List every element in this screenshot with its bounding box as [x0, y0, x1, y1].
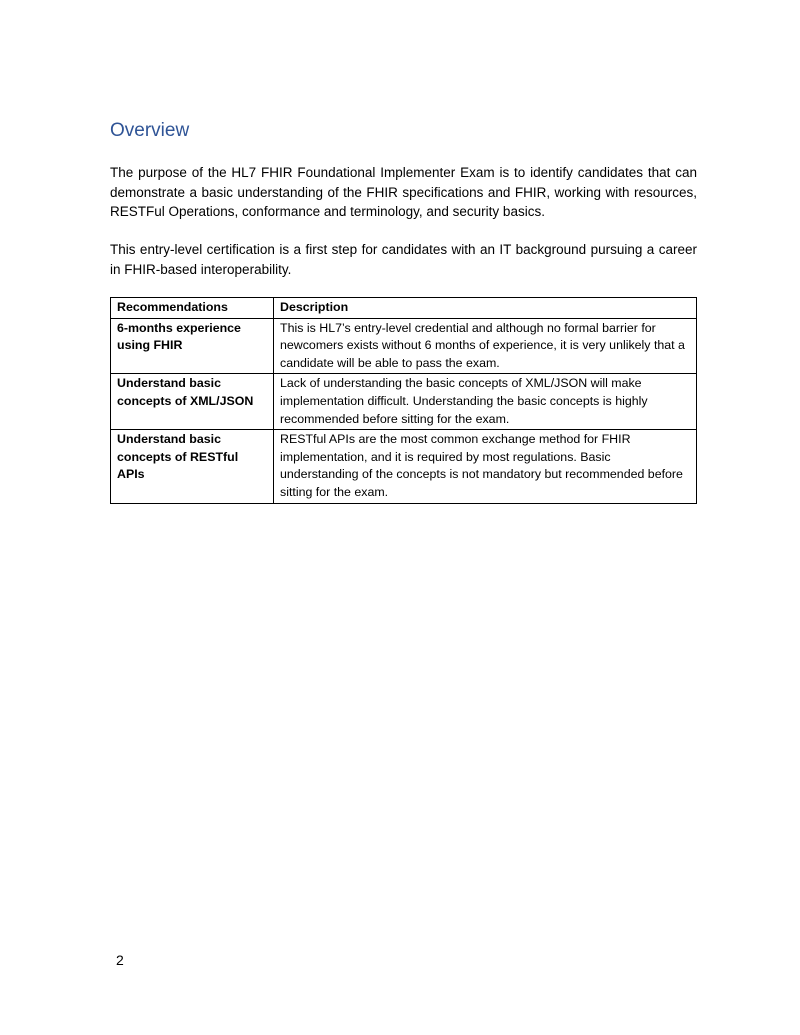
description-cell: Lack of understanding the basic concepts of XML/JSON will make implementation difficult. Understanding the basic concepts is highly recommended before sitting for the exam.: [274, 374, 697, 430]
description-cell: This is HL7’s entry-level credential and although no formal barrier for newcomers exists without 6 months of experience, it is very unlikely that a candidate will be able to pass the exam.: [274, 318, 697, 374]
certification-paragraph: This entry-level certification is a first step for candidates with an IT background pursuing a career in FHIR-based interoperability.: [110, 242, 697, 277]
recommendation-cell: Understand basic concepts of RESTful APIs: [111, 430, 274, 503]
header-description: Description: [274, 298, 697, 319]
section-heading: Overview: [110, 120, 190, 141]
purpose-paragraph: The purpose of the HL7 FHIR Foundational Implementer Exam is to identify candidates that can demonstrate a basic understanding of the FHIR specifications and FHIR, working with resources, RESTFul Operations, conformance and terminology, and security basics.: [110, 165, 697, 219]
table-row: [111, 430, 697, 503]
page-number: 2: [116, 952, 124, 968]
table-header-row: [111, 298, 697, 319]
header-recommendations: Recommendations: [111, 298, 274, 319]
table-row: [111, 374, 697, 430]
recommendations-table: [110, 297, 697, 504]
recommendation-cell: 6-months experience using FHIR: [111, 318, 274, 374]
recommendation-cell: Understand basic concepts of XML/JSON: [111, 374, 274, 430]
description-cell: RESTful APIs are the most common exchange method for FHIR implementation, and it is required by most regulations. Basic understanding of the concepts is not mandatory but recommended before sitting for the exam.: [274, 430, 697, 503]
table-row: [111, 318, 697, 374]
